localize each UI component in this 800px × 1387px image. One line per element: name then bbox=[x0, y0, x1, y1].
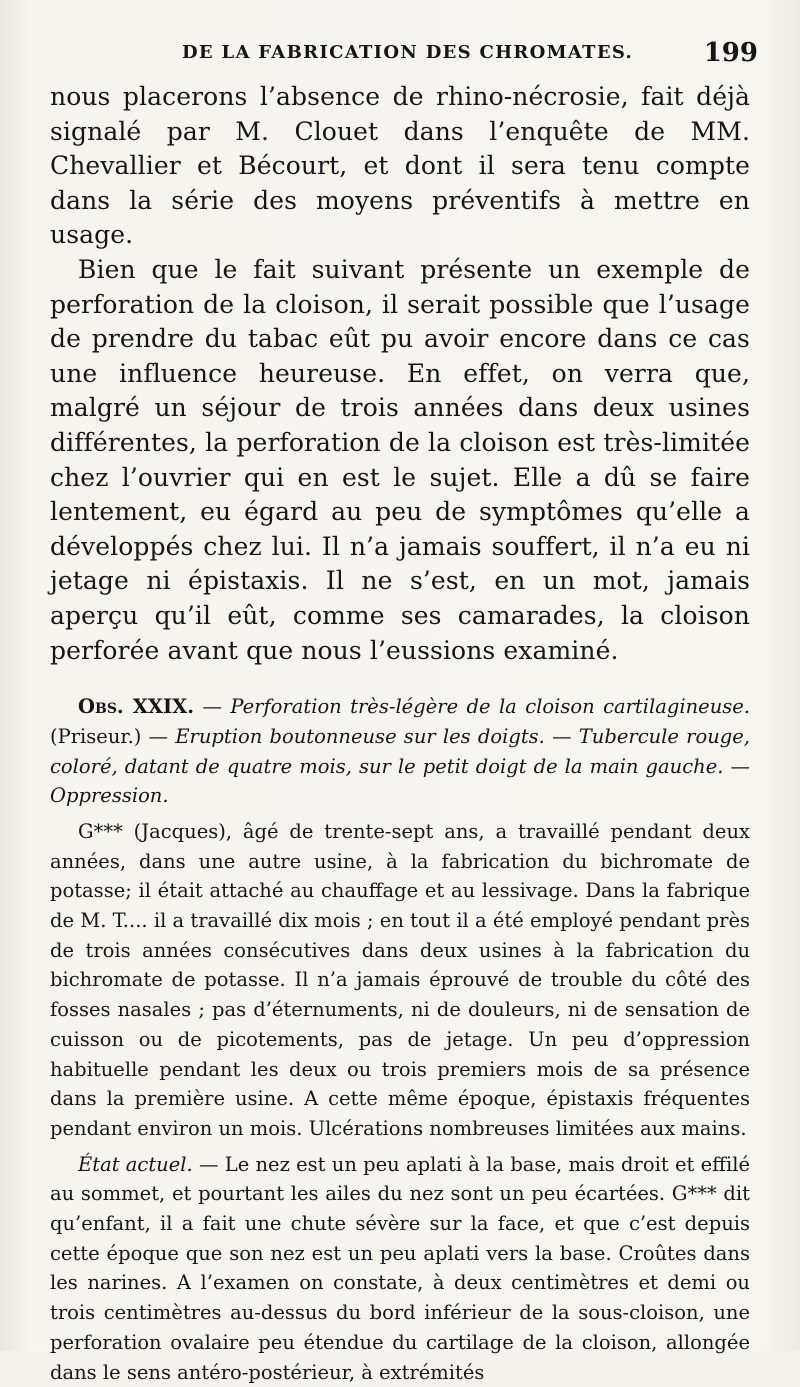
etat-actuel-label: État actuel. bbox=[78, 1152, 193, 1176]
heading-dash: — bbox=[148, 724, 176, 748]
page-header bbox=[160, 38, 758, 72]
heading-dash: — bbox=[194, 695, 231, 719]
paragraph-discussion: Bien que le fait suivant présente un exemple de perforation de la cloison, il serait possible que l’usage de prendre du tabac eût pu avoir encore dans ce cas une influence heureuse. En effet, on verra que, malgré un séjour de trois années dans deux usines différentes, la perforation de la cloison est très-limitée chez l’ouvrier qui en est le sujet. Elle a dû se faire lentement, eu égard au peu de symptômes qu’elle a développés chez lui. Il n’a jamais souffert, il n’a eu ni jetage ni épistaxis. Il ne s’est, en un mot, jamais aperçu qu’il eût, comme ses camarades, la cloison perforée avant que nous l’eussions examiné. bbox=[50, 254, 750, 665]
observation-eruption: Eruption boutonneuse sur les doigts. bbox=[175, 724, 545, 748]
heading-dash: — bbox=[723, 754, 750, 778]
heading-dash: — bbox=[544, 724, 579, 748]
paragraph-history: G*** (Jacques), âgé de trente-sept ans, a travaillé pendant deux années, dans une autre usine, à la fabrication du bichromate de potasse; il était attaché au chauffage et au lessivage. Dans la fabrique de M. T.... il a travaillé dix mois ; en tout il a été employé pendant près de trois années consécutives dans deux usines à la fabrication du bichromate de potasse. Il n’a jamais éprouvé de trouble du côté des fosses nasales ; pas d’éternuments, ni de douleurs, ni de sensation de cuisson ou de picotements, pas de jetage. Un peu d’oppression habituelle pendant les deux ou trois premiers mois de sa présence dans la première usine. A cette même époque, épistaxis fréquentes pendant environ un mois. Ulcérations nombreuses limitées aux mains. bbox=[50, 819, 750, 1140]
observation-tubercule: Tubercule rouge, coloré, datant de quatre mois, sur le petit doigt de la main gauche. bbox=[50, 724, 751, 778]
observation-block bbox=[50, 692, 750, 1387]
running-title: DE LA FABRICATION DES CHROMATES. bbox=[182, 42, 634, 63]
paragraph-etat-actuel bbox=[50, 1150, 750, 1387]
etat-actuel-text: Le nez est un peu aplati à la base, mais droit et effilé au sommet, et pourtant les ailes du nez sont un peu écartées. G*** dit qu’enfant, il a fait une chute sévère sur la face, et que c’est depuis cette époque que son nez est un peu aplati vers la base. Croûtes dans les narines. A l’examen on constate, à deux centimètres et demi ou trois centimètres au-dessus du bord inférieur de la sous-cloison, une perforation ovalaire peu étendue du cartilage de la cloison, allongée dans le sens antéro-postérieur, à extrémités bbox=[50, 1152, 750, 1384]
observation-oppression: Oppression. bbox=[50, 784, 169, 808]
observation-label: Obs. XXIX. bbox=[78, 695, 195, 719]
paragraph-intro: nous placerons l’absence de rhino-nécrosie, fait déjà signalé par M. Clouet dans l’enquête de MM. Chevallier et Bécourt, et dont il sera tenu compte dans la série des moyens préventifs à mettre en usage. bbox=[50, 82, 750, 250]
observation-title: Perforation très-légère de la cloison cartilagineuse. bbox=[230, 695, 750, 719]
observation-priseur: (Priseur.) bbox=[50, 724, 149, 748]
body-text bbox=[50, 80, 750, 1387]
page-number: 199 bbox=[703, 38, 758, 68]
etat-dash: — bbox=[192, 1152, 225, 1176]
observation-heading bbox=[50, 692, 750, 811]
